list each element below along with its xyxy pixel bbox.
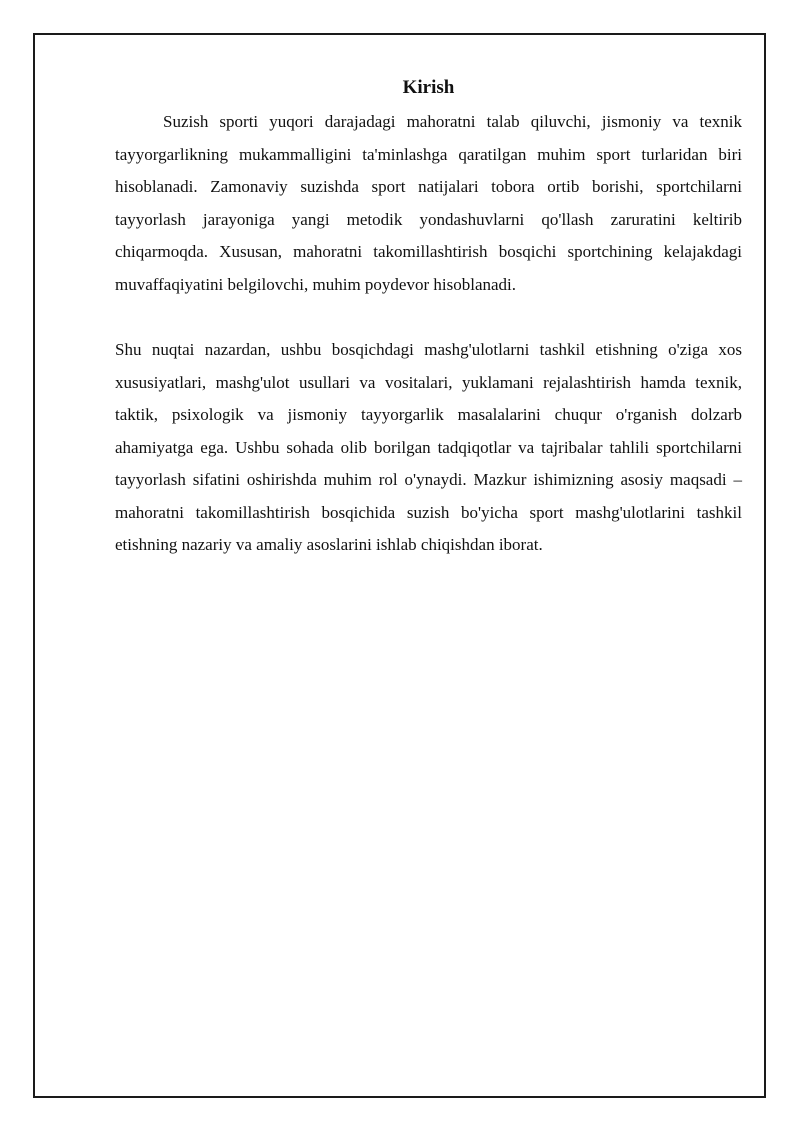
paragraph-purpose: Shu nuqtai nazardan, ushbu bosqichdagi mashg'ulotlarni tashkil etishning o'ziga xos xususiyatlari, mashg'ulot usullari va vositalari, yuklamani rejalashtirish hamda texnik, taktik, psixologik va jismoniy tayyorgarlik masalalarini chuqur o'rganish dolzarb ahamiyatga ega. Ushbu sohada olib borilgan tadqiqotlar va tajribalar tahlili sportchilarni tayyorlash sifatini oshirishda muhim rol o'ynaydi. Mazkur ishimizning asosiy maqsadi – mahoratni takomillashtirish bosqichida suzish bo'yicha sport mashg'ulotlarini tashkil etishning nazariy va amaliy asoslarini ishlab chiqishdan iborat. (115, 340, 742, 554)
page-title: Kirish (402, 77, 455, 98)
paragraph-spacer (115, 301, 742, 334)
document-body (115, 74, 742, 562)
paragraph-intro: Suzish sporti yuqori darajadagi mahoratni talab qiluvchi, jismoniy va texnik tayyorgarlikning mukammalligini ta'minlashga qaratilgan muhim sport turlaridan biri hisoblanadi. Zamonaviy suzishda sport natijalari tobora ortib borishi, sportchilarni tayyorlash jarayoniga yangi metodik yondashuvlarni qo'llash zaruratini keltirib chiqarmoqda. Xususan, mahoratni takomillashtirish bosqichi sportchining kelajakdagi muvaffaqiyatini belgilovchi, muhim poydevor hisoblanadi. (115, 112, 742, 294)
